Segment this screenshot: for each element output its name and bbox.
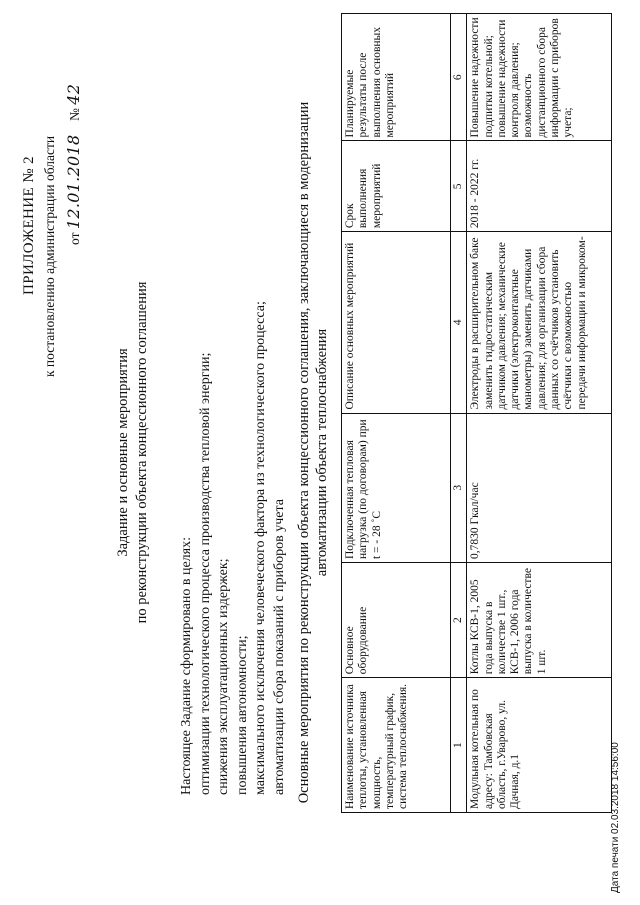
cell-equipment: Котлы КСВ-1, 2005 года выпуска в количестве 1 шт., КСВ-1, 2006 года выпуска в количестве 1 шт. <box>467 563 612 678</box>
goal-item: автоматизации сбора показаний с приборов учета <box>271 498 287 795</box>
column-number: 6 <box>451 14 467 141</box>
goal-item: снижения эксплуатационных издержек; <box>216 558 232 795</box>
column-number: 1 <box>451 678 467 813</box>
section-heading: Основные мероприятия по реконструкции объекта концессионного соглашения, заключающиеся в модернизации <box>296 101 312 804</box>
header-cell-period: Срок выполнения мероприятий <box>342 141 451 232</box>
header-cell-source: Наименование источника теплоты, установленная мощность, температурный график, система теплоснабжения. <box>342 678 451 813</box>
header-cell-load: Подключенная тепловая нагрузка (по договорам) при t = - 28 ˚С <box>342 413 451 563</box>
header-cell-results: Планируемые результаты после выполнения основных мероприятий <box>342 14 451 141</box>
column-number: 5 <box>451 141 467 232</box>
goal-item: максимального исключения человеческого фактора из технологического процесса; <box>253 301 269 795</box>
document-title: Задание и основные мероприятия <box>115 348 131 557</box>
intro-block <box>178 75 290 795</box>
cell-measures: Электроды в расширительном баке заменить гидростатическим датчиком давления; механические датчики (электроконтактные манометры) заменить датчиками давления; для организации сбора данных со счётчиков установить счётчики с возможностью передачи информации и микроком- <box>467 232 612 413</box>
cell-period: 2018 - 2022 гг. <box>467 141 612 232</box>
handwritten-number: 42 <box>64 83 83 105</box>
section-heading-cont: автоматизации объекта теплоснабжения <box>314 328 330 577</box>
table-header-row <box>342 14 451 813</box>
column-number: 3 <box>451 413 467 563</box>
date-prefix: от <box>67 232 82 245</box>
handwritten-date: 12.01.2018 <box>64 134 83 230</box>
goal-item: повышения автономности; <box>234 635 250 795</box>
number-prefix: № <box>67 108 82 122</box>
measures-table <box>341 13 612 813</box>
column-number: 4 <box>451 232 467 413</box>
goal-item: оптимизации технологического процесса производства тепловой энергии; <box>197 352 213 795</box>
appendix-resolution-ref: к постановлению администрации области <box>42 135 57 377</box>
column-number: 2 <box>451 563 467 678</box>
appendix-label: ПРИЛОЖЕНИЕ № 2 <box>21 156 37 295</box>
intro-lead: Настоящее Задание сформировано в целях: <box>179 537 194 795</box>
table-row <box>467 14 612 813</box>
cell-results: Повышение надежности подпитки котельной; повышение надежности контроля давления; возможность дистанционного сбора информации с приборов учета; <box>467 14 612 141</box>
table-column-number-row <box>451 14 467 813</box>
header-cell-measures: Описание основных мероприятий <box>342 232 451 413</box>
document-subtitle: по реконструкции объекта концессионного соглашения <box>134 281 150 624</box>
print-date: Дата печати 02.03.2018 14:56:00 <box>610 742 621 893</box>
cell-source: Модульная котельная по адресу: Тамбовская область, г.Уварово, ул. Дачная, д.1 <box>467 678 612 813</box>
resolution-date-line <box>64 84 83 245</box>
header-cell-equipment: Основное оборудование <box>342 563 451 678</box>
cell-load: 0,7830 Гкал/час <box>467 413 612 563</box>
